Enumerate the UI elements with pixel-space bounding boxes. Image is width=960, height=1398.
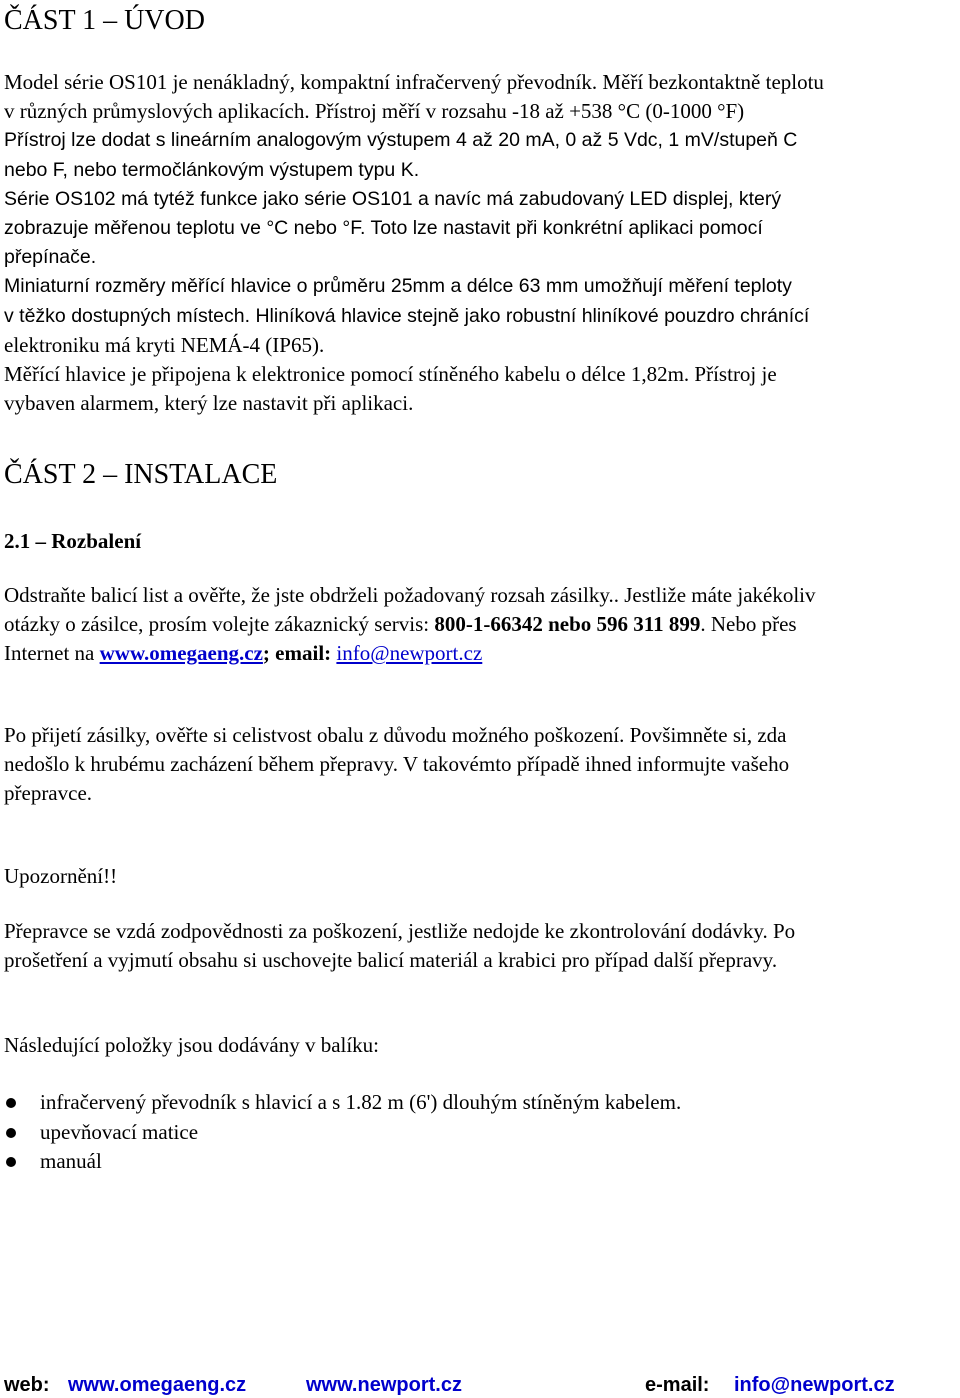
bullet-icon — [6, 1157, 16, 1167]
footer-web-label: web: — [4, 1374, 50, 1396]
package-contents-list — [0, 1088, 681, 1177]
unpack-line: Odstraňte balicí list a ověřte, že jste obdrželi požadovaný rozsah zásilky.. Jestliže máte jakékoliv — [4, 583, 816, 607]
liability-paragraph — [4, 917, 954, 975]
footer-email-label: e-mail: — [645, 1374, 710, 1396]
liability-line: Přepravce se vzdá zodpovědnosti za poškození, jestliže nedojde ke zkontrolování dodávky. Po — [4, 919, 796, 943]
email-link[interactable]: info@newport.cz — [336, 641, 483, 666]
part2-heading: ČÁST 2 – INSTALACE — [4, 459, 278, 490]
unpack-line — [4, 610, 954, 639]
list-item-text: manuál — [40, 1149, 102, 1173]
footer-web-link-newport[interactable]: www.newport.cz — [306, 1374, 462, 1396]
email-label: email: — [275, 641, 337, 666]
bullet-icon — [6, 1098, 16, 1108]
intro-line: Měřící hlavice je připojena k elektronice pomocí stíněného kabelu o délce 1,82m. Přístroj je — [4, 362, 777, 387]
website-link[interactable]: www.omegaeng.cz — [99, 641, 263, 666]
intro-line: nebo F, nebo termočlánkovým výstupem typu K. — [4, 158, 420, 181]
link-separator: ; — [262, 641, 276, 666]
part1-heading: ČÁST 1 – ÚVOD — [4, 5, 205, 36]
liability-line: prošetření a vyjmutí obsahu si uschovejte balicí materiál a krabici pro případ další přepravy. — [4, 948, 778, 973]
inspect-line: nedošlo k hrubému zacházení během přepravy. V takovémto případě ihned informujte vašeho — [4, 752, 790, 777]
customer-service-phone: 800-1-66342 nebo 596 311 899 — [434, 612, 701, 637]
unpack-text: Internet na — [4, 641, 100, 666]
list-item — [0, 1118, 681, 1148]
intro-line: Model série OS101 je nenákladný, kompaktní infračervený převodník. Měří bezkontaktně teplotu — [4, 70, 824, 94]
bullet-icon — [6, 1128, 16, 1138]
intro-line: Miniaturní rozměry měřící hlavice o průměru 25mm a délce 63 mm umožňují měření teploty — [4, 275, 792, 298]
intro-line: zobrazuje měřenou teplotu ve °C nebo °F. Toto lze nastavit při konkrétní aplikaci pomocí — [4, 217, 763, 240]
warning-label: Upozornění!! — [4, 864, 118, 888]
intro-line: Přístroj lze dodat s lineárním analogovým výstupem 4 až 20 mA, 0 až 5 Vdc, 1 mV/stupeň C — [4, 129, 798, 152]
intro-line: v těžko dostupných místech. Hliníková hlavice stejně jako robustní hliníkové pouzdro chránící — [4, 304, 810, 327]
intro-line: elektroniku má kryti NEMÁ-4 (IP65). — [4, 332, 325, 357]
unpack-text: . Nebo přes — [700, 612, 797, 637]
intro-line: přepínače. — [4, 246, 97, 269]
unpack-line — [4, 639, 954, 668]
intro-line: Série OS102 má tytéž funkce jako série OS101 a navíc má zabudovaný LED displej, který — [4, 187, 782, 210]
list-item-text: upevňovací matice — [40, 1119, 199, 1144]
footer-web-link-omega[interactable]: www.omegaeng.cz — [68, 1374, 247, 1396]
part1-intro-paragraph — [4, 68, 954, 418]
inspect-line: Po přijetí zásilky, ověřte si celistvost obalu z důvodu možného poškození. Povšimněte si, zda — [4, 723, 787, 747]
inspect-line: přepravce. — [4, 781, 93, 806]
inspect-paragraph — [4, 721, 954, 809]
page-footer — [0, 1372, 960, 1398]
intro-line: v různých průmyslových aplikacích. Přístroj měří v rozsahu -18 až +538 °C (0-1000 °F) — [4, 99, 745, 124]
contents-intro: Následující položky jsou dodávány v balíku: — [4, 1033, 380, 1057]
list-item — [0, 1088, 681, 1118]
list-item-text: infračervený převodník s hlavicí a s 1.82 m (6') dlouhým stíněným kabelem. — [40, 1090, 682, 1114]
list-item — [0, 1147, 681, 1177]
unpack-paragraph — [4, 581, 954, 669]
footer-email-link[interactable]: info@newport.cz — [734, 1374, 895, 1396]
unpack-text: otázky o zásilce, prosím volejte zákaznický servis: — [4, 612, 435, 637]
section-2-1-heading: 2.1 – Rozbalení — [4, 529, 142, 553]
intro-line: vybaven alarmem, který lze nastavit při aplikaci. — [4, 391, 414, 416]
